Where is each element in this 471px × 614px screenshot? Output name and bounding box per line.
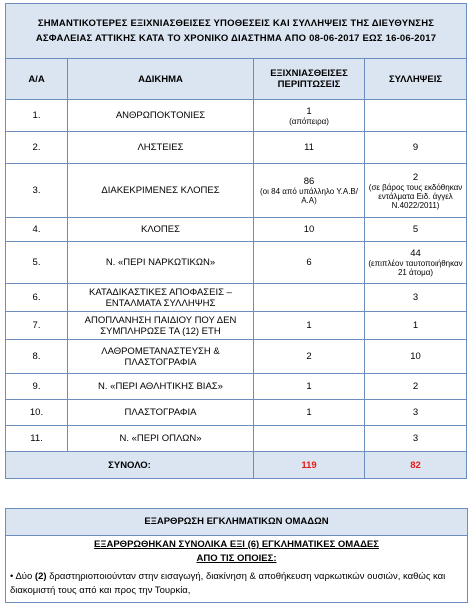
- total-cases: 119: [254, 452, 365, 479]
- row-cases: 11: [254, 132, 365, 164]
- table-row: [6, 426, 467, 452]
- table-row: [6, 164, 467, 218]
- row-number: 7.: [6, 312, 68, 340]
- row-crime: Ν. «ΠΕΡΙ ΝΑΡΚΩΤΙΚΩΝ»: [68, 242, 254, 284]
- row-crime: Ν. «ΠΕΡΙ ΟΠΛΩΝ»: [68, 426, 254, 452]
- row-number: 10.: [6, 400, 68, 426]
- row-crime: ΚΑΤΑΔΙΚΑΣΤΙΚΕΣ ΑΠΟΦΑΣΕΙΣ – ΕΝΤΑΛΜΑΤΑ ΣΥΛΛΗΨΗΣ: [68, 284, 254, 312]
- table-row: [6, 242, 467, 284]
- bullet-icon: •: [10, 571, 14, 582]
- gangs-subheading: ΑΠΟ ΤΙΣ ΟΠΟΙΕΣ:: [196, 553, 277, 564]
- row-cases: 1: [254, 400, 365, 426]
- bullet-prefix: Δύο: [15, 571, 33, 582]
- bullet-text: δραστηριοποιούνταν στην εισαγωγή, διακίνηση & αποθήκευση ναρκωτικών ουσιών, καθώς και διακομιστή τους από και προς την Τουρκία,: [10, 571, 446, 596]
- report-document: [5, 3, 466, 479]
- row-number: 8.: [6, 340, 68, 374]
- arrests-value: 2: [412, 171, 419, 183]
- header-cases: ΕΞΙΧΝΙΑΣΘΕΙΣΕΣ ΠΕΡΙΠΤΩΣΕΙΣ: [254, 59, 365, 100]
- row-arrests: [365, 164, 467, 218]
- gangs-section: [5, 508, 468, 603]
- total-row: [6, 452, 467, 479]
- row-number: 4.: [6, 218, 68, 242]
- bullet-count: (2): [34, 571, 47, 582]
- report-title: ΣΗΜΑΝΤΙΚΟΤΕΡΕΣ ΕΞΙΧΝΙΑΣΘΕΙΣΕΣ ΥΠΟΘΕΣΕΙΣ ΚΑΙ ΣΥΛΛΗΨΕΙΣ ΤΗΣ ΔΙΕΥΘΥΝΣΗΣ ΑΣΦΑΛΕΙΑΣ ΑΤΤΙΚΗΣ ΚΑΤΑ ΤΟ ΧΡΟΝΙΚΟ ΔΙΑΣΤΗΜΑ ΑΠΟ 08-06-2017 ΕΩΣ 16-06-2017: [6, 4, 467, 59]
- table-row: [6, 284, 467, 312]
- table-row: [6, 218, 467, 242]
- table-row: [6, 100, 467, 132]
- row-crime: ΛΑΘΡΟΜΕΤΑΝΑΣΤΕΥΣΗ & ΠΛΑΣΤΟΓΡΑΦΙΑ: [68, 340, 254, 374]
- row-arrests: [365, 100, 467, 132]
- table-row: [6, 340, 467, 374]
- row-arrests: 1: [365, 312, 467, 340]
- row-arrests: [365, 242, 467, 284]
- table-row: [6, 132, 467, 164]
- row-number: 5.: [6, 242, 68, 284]
- header-arrests: ΣΥΛΛΗΨΕΙΣ: [365, 59, 467, 100]
- row-cases: 2: [254, 340, 365, 374]
- row-cases: 6: [254, 242, 365, 284]
- row-cases: [254, 164, 365, 218]
- row-cases: [254, 100, 365, 132]
- cases-note: (οι 84 από υπάλληλο Υ.Α.Β/Α.Α): [260, 187, 358, 205]
- row-crime: ΛΗΣΤΕΙΕΣ: [68, 132, 254, 164]
- row-crime: ΑΝΘΡΩΠΟΚΤΟΝΙΕΣ: [68, 100, 254, 132]
- gangs-title: ΕΞΑΡΘΡΩΣΗ ΕΓΚΛΗΜΑΤΙΚΩΝ ΟΜΑΔΩΝ: [6, 509, 467, 536]
- row-cases: 1: [254, 312, 365, 340]
- row-number: 11.: [6, 426, 68, 452]
- row-cases: [254, 426, 365, 452]
- total-label: ΣΥΝΟΛΟ:: [6, 452, 254, 479]
- cases-value: 86: [303, 176, 315, 187]
- total-arrests: 82: [365, 452, 467, 479]
- row-number: 2.: [6, 132, 68, 164]
- gangs-bullet-item: [6, 564, 467, 602]
- row-crime: ΑΠΟΠΛΑΝΗΣΗ ΠΑΙΔΙΟΥ ΠΟΥ ΔΕΝ ΣΥΜΠΛΗΡΩΣΕ ΤΑ (12) ΕΤΗ: [68, 312, 254, 340]
- row-crime: ΔΙΑΚΕΚΡΙΜΕΝΕΣ ΚΛΟΠΕΣ: [68, 164, 254, 218]
- row-arrests: 9: [365, 132, 467, 164]
- row-number: 6.: [6, 284, 68, 312]
- cases-note: (απόπειρα): [289, 116, 329, 126]
- table-row: [6, 400, 467, 426]
- row-crime: ΚΛΟΠΕΣ: [68, 218, 254, 242]
- table-header-row: [6, 59, 467, 100]
- cases-value: 1: [306, 105, 312, 117]
- row-arrests: 3: [365, 400, 467, 426]
- arrests-value: 44: [410, 248, 421, 259]
- row-cases: [254, 284, 365, 312]
- header-crime: ΑΔΙΚΗΜΑ: [68, 59, 254, 100]
- row-number: 9.: [6, 374, 68, 400]
- row-arrests: 3: [365, 426, 467, 452]
- gangs-summary: ΕΞΑΡΘΡΩΘΗΚΑΝ ΣΥΝΟΛΙΚΑ ΕΞΙ (6) ΕΓΚΛΗΜΑΤΙΚΕΣ ΟΜΑΔΕΣ: [94, 539, 379, 550]
- row-arrests: 5: [365, 218, 467, 242]
- row-arrests: 10: [365, 340, 467, 374]
- table-row: [6, 312, 467, 340]
- row-crime: Ν. «ΠΕΡΙ ΑΘΛΗΤΙΚΗΣ ΒΙΑΣ»: [68, 374, 254, 400]
- row-cases: 1: [254, 374, 365, 400]
- row-number: 3.: [6, 164, 68, 218]
- arrests-note: (σε βάρος τους εκδόθηκαν εντάλματα Ειδ. άγγελ Ν.4022/2011): [368, 182, 463, 210]
- arrests-note: (επιπλέον ταυτοποιήθηκαν 21 άτομα): [368, 259, 463, 277]
- row-number: 1.: [6, 100, 68, 132]
- row-arrests: 3: [365, 284, 467, 312]
- statistics-table: [5, 3, 467, 479]
- row-cases: 10: [254, 218, 365, 242]
- row-arrests: 2: [365, 374, 467, 400]
- table-row: [6, 374, 467, 400]
- row-crime: ΠΛΑΣΤΟΓΡΑΦΙΑ: [68, 400, 254, 426]
- header-aa: Α/Α: [6, 59, 68, 100]
